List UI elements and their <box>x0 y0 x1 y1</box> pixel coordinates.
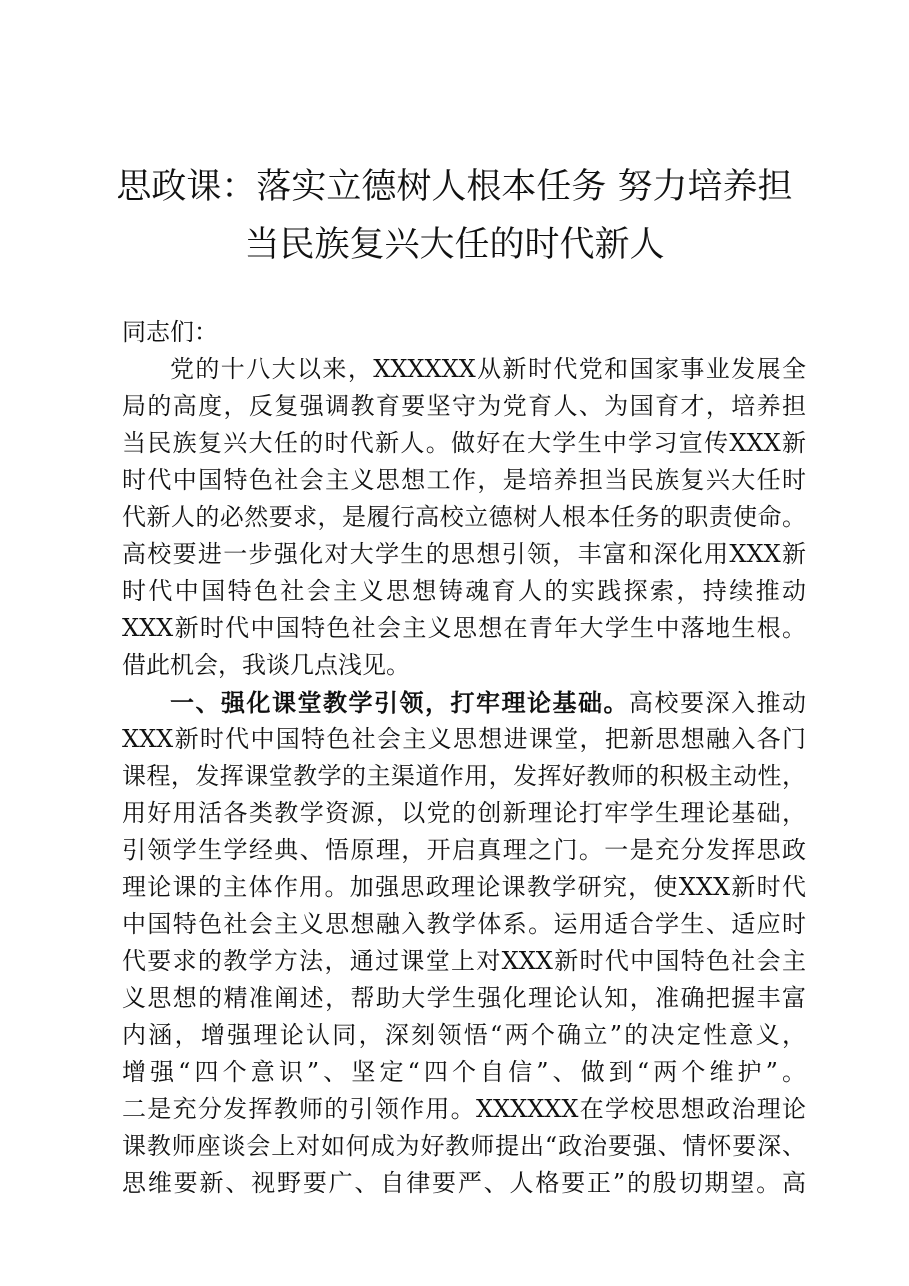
section-1-line: XXX新时代中国特色社会主义思想进课堂，把新思想融入各门 <box>122 725 806 753</box>
intro-line-last: 借此机会，我谈几点浅见。 <box>122 651 410 679</box>
intro-line: 时代中国特色社会主义思想工作，是培养担当民族复兴大任时 <box>122 466 806 494</box>
section-1-line: 义思想的精准阐述，帮助大学生强化理论认知，准确把握丰富 <box>122 984 806 1012</box>
section-1-line: 课教师座谈会上对如何成为好教师提出“政治要强、情怀要深、 <box>122 1132 806 1160</box>
document-body <box>122 314 806 1202</box>
intro-line: 当民族复兴大任的时代新人。做好在大学生中学习宣传XXX新 <box>122 429 806 457</box>
intro-line: 党的十八大以来，XXXXXX从新时代党和国家事业发展全 <box>170 355 806 383</box>
intro-line: 时代中国特色社会主义思想铸魂育人的实践探索，持续推动 <box>122 577 806 605</box>
document-title <box>100 158 809 274</box>
section-1-first-line <box>122 684 806 721</box>
section-1-line: 引领学生学经典、悟原理，开启真理之门。一是充分发挥思政 <box>122 836 806 864</box>
intro-line: 高校要进一步强化对大学生的思想引领，丰富和深化用XXX新 <box>122 540 806 568</box>
section-1-line: 内涵，增强理论认同，深刻领悟“两个确立”的决定性意义， <box>122 1021 806 1049</box>
section-1-heading: 一、强化课堂教学引领，打牢理论基础。 <box>170 688 629 717</box>
section-1-first-line-rest: 高校要深入推动 <box>629 689 806 717</box>
section-1-line: 用好用活各类教学资源，以党的创新理论打牢学生理论基础， <box>122 799 806 827</box>
title-line-1: 思政课：落实立德树人根本任务 努力培养担 <box>116 167 793 207</box>
section-1-line: 增强“四个意识”、坚定“四个自信”、做到“两个维护”。 <box>122 1058 806 1086</box>
intro-line: 局的高度，反复强调教育要坚守为党育人、为国育才，培养担 <box>122 392 806 420</box>
intro-line: 代新人的必然要求，是履行高校立德树人根本任务的职责使命。 <box>122 503 806 531</box>
salutation: 同志们： <box>122 318 218 346</box>
section-1-line: 中国特色社会主义思想融入教学体系。运用适合学生、适应时 <box>122 910 806 938</box>
intro-line: XXX新时代中国特色社会主义思想在青年大学生中落地生根。 <box>122 614 806 642</box>
section-1-line: 课程，发挥课堂教学的主渠道作用，发挥好教师的积极主动性， <box>122 762 806 790</box>
section-1-line: 思维要新、视野要广、自律要严、人格要正”的殷切期望。高 <box>122 1169 806 1197</box>
title-line-2: 当民族复兴大任的时代新人 <box>244 225 665 265</box>
section-1-line: 代要求的教学方法，通过课堂上对XXX新时代中国特色社会主 <box>122 947 806 975</box>
section-1-line: 二是充分发挥教师的引领作用。XXXXXX在学校思想政治理论 <box>122 1095 806 1123</box>
section-1-line: 理论课的主体作用。加强思政理论课教学研究，使XXX新时代 <box>122 873 806 901</box>
